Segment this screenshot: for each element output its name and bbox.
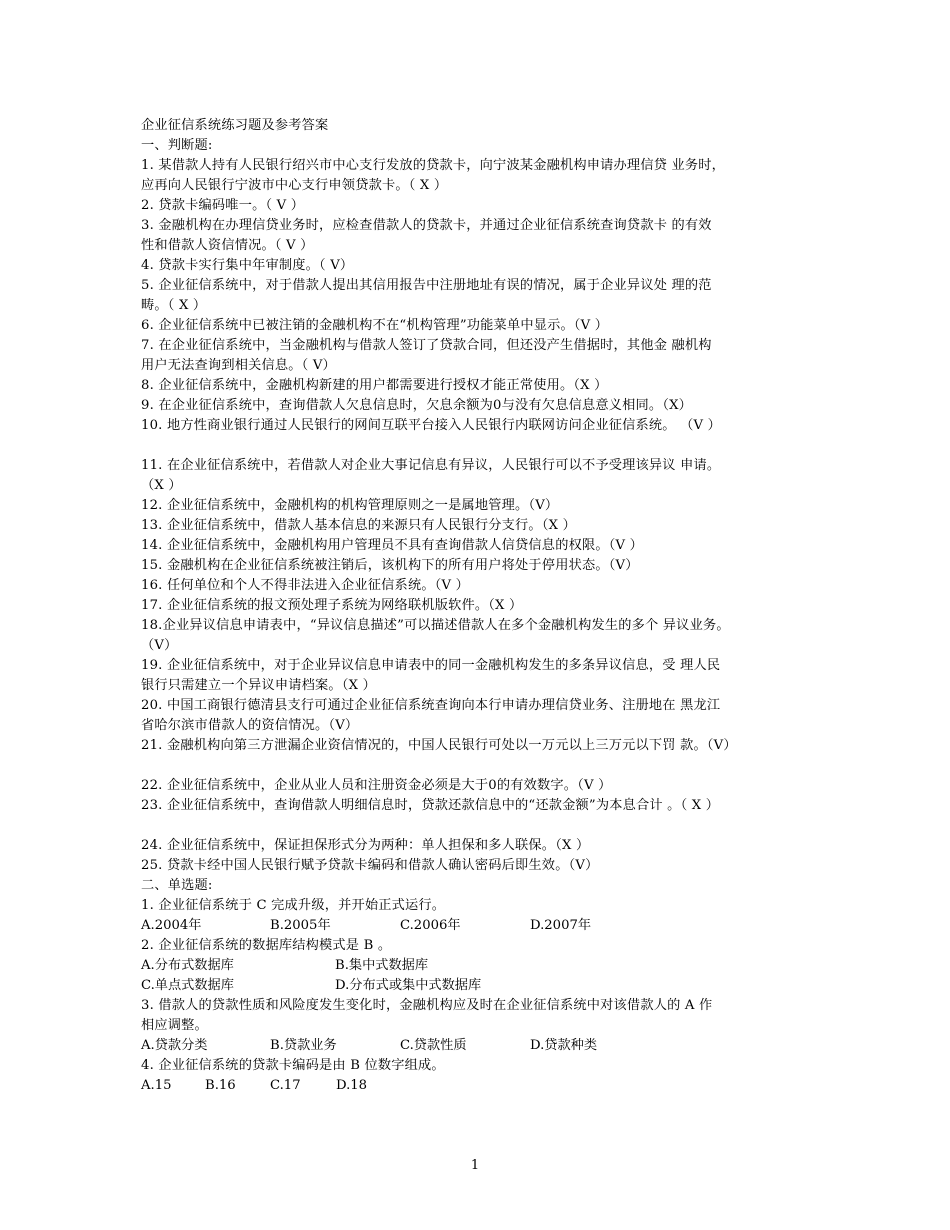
judgment-line: （X ） (141, 478, 182, 493)
option-a: A.15 (141, 1078, 172, 1093)
judgment-line: 20. 中国工商银行德清县支行可通过企业征信系统查询向本行申请办理信贷业务、注册地在 黑龙江 (141, 698, 721, 713)
judgment-line: 8. 企业征信系统中，金融机构新建的用户都需要进行授权才能正常使用。（X ） (141, 378, 608, 393)
judgment-line: 3. 金融机构在办理信贷业务时，应检查借款人的贷款卡，并通过企业征信系统查询贷款卡 的有效 (141, 218, 712, 233)
question-stem: 1. 企业征信系统于 C 完成升级，并开始正式运行。 (141, 898, 446, 913)
option-c: C.17 (270, 1078, 301, 1093)
judgment-line: （V） (141, 638, 178, 653)
option-a: A.2004年 (141, 918, 202, 933)
option-c: C.2006年 (400, 918, 461, 933)
option-b: B.2005年 (270, 918, 331, 933)
question-stem: 4. 企业征信系统的贷款卡编码是由 B 位数字组成。 (141, 1058, 445, 1073)
option-d: D.18 (336, 1078, 368, 1093)
section-heading-single-choice: 二、单选题: (141, 878, 213, 893)
option-c: C.单点式数据库 (141, 978, 234, 993)
judgment-line: 15. 金融机构在企业征信系统被注销后，该机构下的所有用户将处于停用状态。（V） (141, 558, 639, 573)
document-title: 企业征信系统练习题及参考答案 (141, 118, 329, 133)
judgment-line: 23. 企业征信系统中，查询借款人明细信息时，贷款还款信息中的“还款金额”为本息合计 。（ X ） (141, 798, 720, 813)
question-stem: 相应调整。 (141, 1018, 208, 1033)
judgment-line: 25. 贷款卡经中国人民银行赋予贷款卡编码和借款人确认密码后即生效。（V） (141, 858, 599, 873)
option-c: C.贷款性质 (400, 1038, 467, 1053)
option-d: D.分布式或集中式数据库 (335, 978, 482, 993)
judgment-line: 用户无法查询到相关信息。（ V） (141, 358, 336, 373)
judgment-line: 应再向人民银行宁波市中心支行申领贷款卡。（ X ） (141, 178, 448, 193)
judgment-line: 16. 任何单位和个人不得非法进入企业征信系统。（V ） (141, 578, 470, 593)
page-number: 1 (470, 1158, 480, 1173)
judgment-line: 2. 贷款卡编码唯一。（ V ） (141, 198, 305, 213)
judgment-line: 14. 企业征信系统中，金融机构用户管理员不具有查询借款人信贷信息的权限。（V ） (141, 538, 644, 553)
option-b: B.集中式数据库 (335, 958, 429, 973)
judgment-line: 18.企业异议信息申请表中，“异议信息描述”可以描述借款人在多个金融机构发生的多个 异议业务。 (141, 618, 730, 633)
option-d: D.贷款种类 (530, 1038, 598, 1053)
section-heading-judgment: 一、判断题: (141, 138, 213, 153)
judgment-line: 22. 企业征信系统中，企业从业人员和注册资金必须是大于0的有效数字。（V ） (141, 778, 612, 793)
judgment-line: 银行只需建立一个异议申请档案。（X ） (141, 678, 376, 693)
judgment-line: 13. 企业征信系统中，借款人基本信息的来源只有人民银行分支行。（X ） (141, 518, 576, 533)
option-a: A.贷款分类 (141, 1038, 208, 1053)
judgment-line: 7. 在企业征信系统中，当金融机构与借款人签订了贷款合同，但还没产生借据时，其他金 融机构 (141, 338, 712, 353)
judgment-line: 9. 在企业征信系统中，查询借款人欠息信息时，欠息余额为0与没有欠息信息意义相同。（X） (141, 398, 693, 413)
judgment-line: 性和借款人资信情况。（ V ） (141, 238, 314, 253)
judgment-line: 1. 某借款人持有人民银行绍兴市中心支行发放的贷款卡，向宁波某金融机构申请办理信贷 业务时， (141, 158, 726, 173)
option-b: B.16 (205, 1078, 236, 1093)
option-b: B.贷款业务 (270, 1038, 337, 1053)
question-stem: 3. 借款人的贷款性质和风险度发生变化时，金融机构应及时在企业征信系统中对该借款人的 A 作 (141, 998, 713, 1013)
judgment-line: 畴。（ X ） (141, 298, 207, 313)
judgment-line: 4. 贷款卡实行集中年审制度。（ V） (141, 258, 354, 273)
judgment-line: 11. 在企业征信系统中，若借款人对企业大事记信息有异议，人民银行可以不予受理该异议 申请。 (141, 458, 721, 473)
judgment-line: 24. 企业征信系统中，保证担保形式分为两种：单人担保和多人联保。（X ） (141, 838, 590, 853)
judgment-line: 17. 企业征信系统的报文预处理子系统为网络联机版软件。（X ） (141, 598, 523, 613)
judgment-line: 10. 地方性商业银行通过人民银行的网间互联平台接入人民银行内联网访问企业征信系统。 （V ） (141, 418, 721, 433)
judgment-line: 21. 金融机构向第三方泄漏企业资信情况的，中国人民银行可处以一万元以上三万元以下罚 款。（V） (141, 738, 737, 753)
judgment-line: 省哈尔滨市借款人的资信情况。（V） (141, 718, 359, 733)
judgment-line: 6. 企业征信系统中已被注销的金融机构不在“机构管理”功能菜单中显示。（V ） (141, 318, 609, 333)
option-a: A.分布式数据库 (141, 958, 234, 973)
option-d: D.2007年 (530, 918, 592, 933)
judgment-line: 19. 企业征信系统中，对于企业异议信息申请表中的同一金融机构发生的多条异议信息，受 理人民 (141, 658, 721, 673)
question-stem: 2. 企业征信系统的数据库结构模式是 B 。 (141, 938, 392, 953)
judgment-line: 5. 企业征信系统中，对于借款人提出其信用报告中注册地址有误的情况，属于企业异议处 理的范 (141, 278, 712, 293)
judgment-line: 12. 企业征信系统中，金融机构的机构管理原则之一是属地管理。（V） (141, 498, 559, 513)
